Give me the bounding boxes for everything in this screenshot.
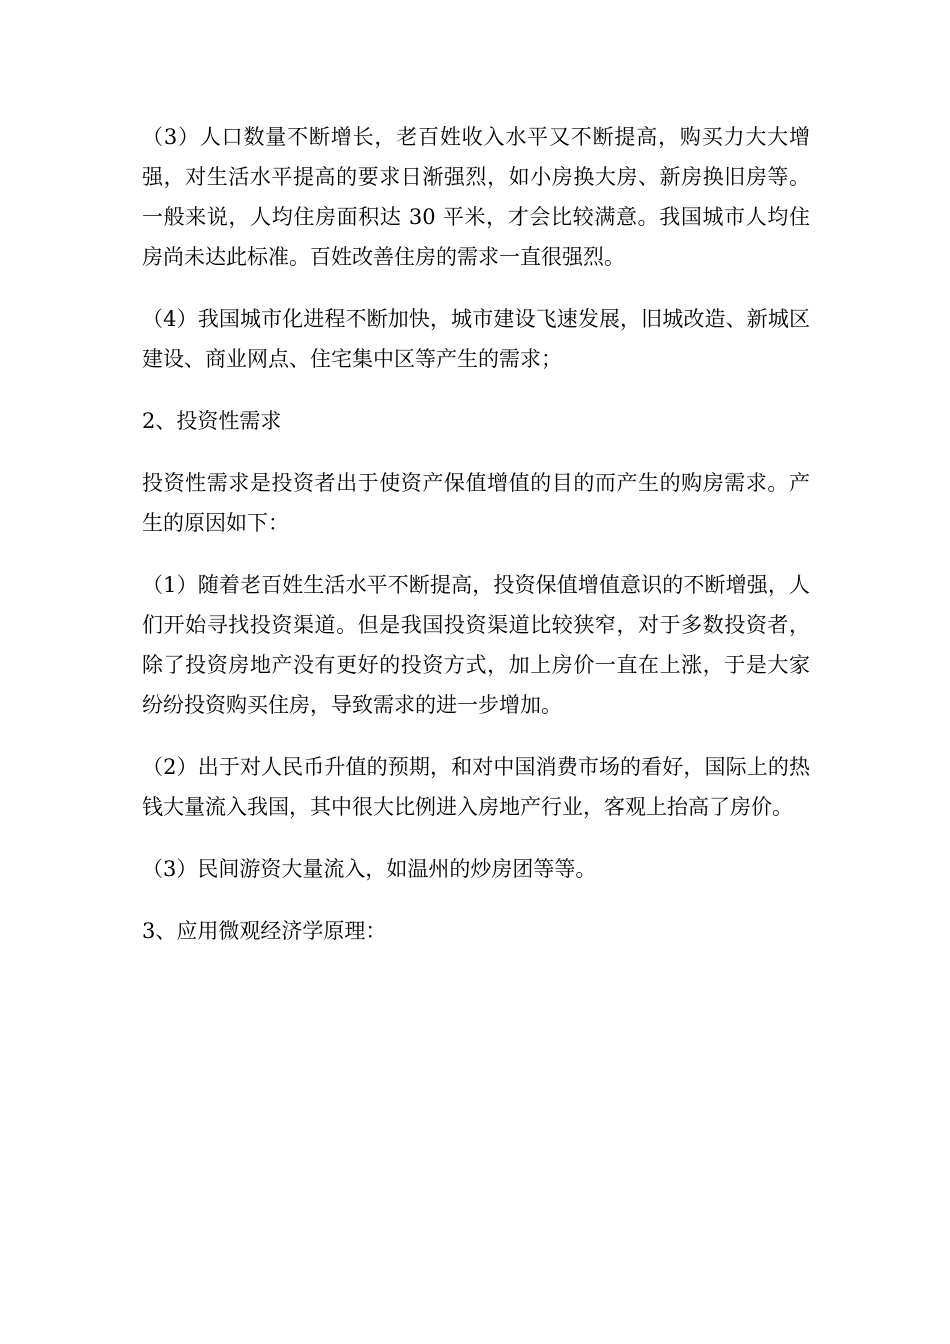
paragraph-demand-3: （3）人口数量不断增长，老百姓收入水平又不断提高，购买力大大增强，对生活水平提高的要求日渐强烈，如小房换大房、新房换旧房等。一般来说，人均住房面积达 30 平米，才会比较满意。我国城市人均住房尚未达此标准。百姓改善住房的需求一直很强烈。	[142, 125, 810, 269]
paragraph-investment-reason-3: （3）民间游资大量流入，如温州的炒房团等等。	[142, 857, 597, 881]
paragraph-investment-reason-2: （2）出于对人民币升值的预期，和对中国消费市场的看好，国际上的热钱大量流入我国，其中很大比例进入房地产行业，客观上抬高了房价。	[142, 755, 810, 819]
paragraph-investment-definition: 投资性需求是投资者出于使资产保值增值的目的而产生的购房需求。产生的原因如下：	[142, 471, 810, 535]
paragraph-demand-4: （4）我国城市化进程不断加快，城市建设飞速发展，旧城改造、新城区建设、商业网点、住宅集中区等产生的需求；	[142, 307, 810, 371]
document-body	[142, 117, 810, 951]
section-heading-microeconomics: 3、应用微观经济学原理：	[142, 919, 387, 943]
paragraph-investment-reason-1: （1）随着老百姓生活水平不断提高，投资保值增值意识的不断增强，人们开始寻找投资渠道。但是我国投资渠道比较狭窄，对于多数投资者，除了投资房地产没有更好的投资方式，加上房价一直在上涨，于是大家纷纷投资购买住房，导致需求的进一步增加。	[142, 573, 810, 717]
section-heading-investment-demand: 2、投资性需求	[142, 409, 282, 433]
